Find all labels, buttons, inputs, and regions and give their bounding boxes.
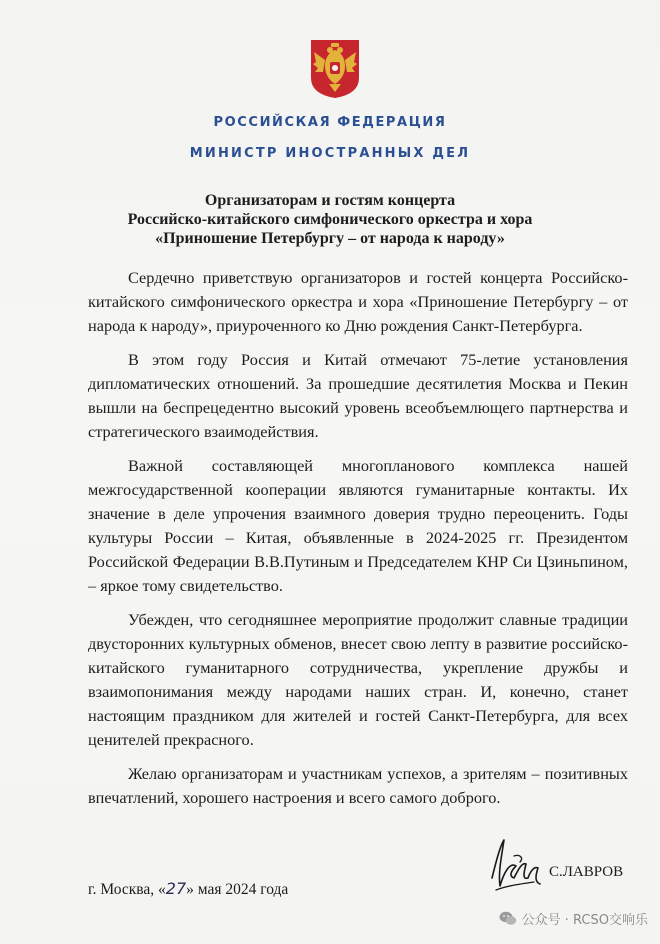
- paragraph: Важной составляющей многопланового комплекса нашей межгосударственной кооперации являются гуманитарные контакты. Их значение в деле упрочения взаимного доверия трудно переоценить. Годы культуры России – Китая, объявленные в 2024-2025 гг. Президентом Российской Федерации В.В.Путиным и Председателем КНР Си Цзиньпином, – яркое тому свидетельство.: [88, 456, 628, 595]
- paragraph: Сердечно приветствую организаторов и гостей концерта Российско-китайского симфонического оркестра и хора «Приношение Петербургу – от народа к народу», приуроченного ко Дню рождения Санкт-Петербурга.: [88, 268, 628, 335]
- signer-name: С.ЛАВРОВ: [549, 864, 624, 880]
- date-prefix: г. Москва, «: [88, 881, 166, 898]
- paragraph: В этом году Россия и Китай отмечают 75-летие установления дипломатических отношений. За прошедшие десятилетия Москва и Пекин вышли на беспрецедентно высокий уровень всеобъемлющего партнерства и стратегического взаимодействия.: [88, 350, 628, 441]
- coat-of-arms-emblem: [309, 38, 361, 100]
- letter-body: [88, 266, 628, 820]
- title-line-3: «Приношение Петербургу – от народа к народу»: [155, 230, 505, 247]
- paragraph: Желаю организаторам и участникам успехов, а зрителям – позитивных впечатлений, хорошего настроения и всего самого доброго.: [88, 764, 628, 807]
- wechat-icon: [499, 911, 517, 926]
- watermark: [499, 909, 648, 928]
- handwritten-signature: [486, 832, 558, 898]
- watermark-text: 公众号 · RCSO交响乐: [521, 913, 648, 928]
- paragraph: Убежден, что сегодняшнее мероприятие продолжит славные традиции двусторонних культурных обменов, внесет свою лепту в развитие российско-китайского гуманитарного сотрудничества, укрепление дружбы и взаимопонимания между народами наших стран. И, конечно, станет настоящим праздником для жителей и гостей Санкт-Петербурга, для всех ценителей прекрасного.: [88, 610, 628, 749]
- letter-title: [40, 191, 620, 248]
- letter-date: [88, 879, 288, 899]
- date-day-handwritten: 27: [165, 879, 187, 898]
- date-suffix: » мая 2024 года: [186, 881, 289, 898]
- country-heading: РОССИЙСКАЯ ФЕДЕРАЦИЯ: [213, 115, 447, 130]
- title-line-2: Российско-китайского симфонического оркестра и хора: [127, 211, 533, 228]
- title-line-1: Организаторам и гостям концерта: [204, 192, 456, 209]
- office-heading: МИНИСТР ИНОСТРАННЫХ ДЕЛ: [189, 146, 471, 161]
